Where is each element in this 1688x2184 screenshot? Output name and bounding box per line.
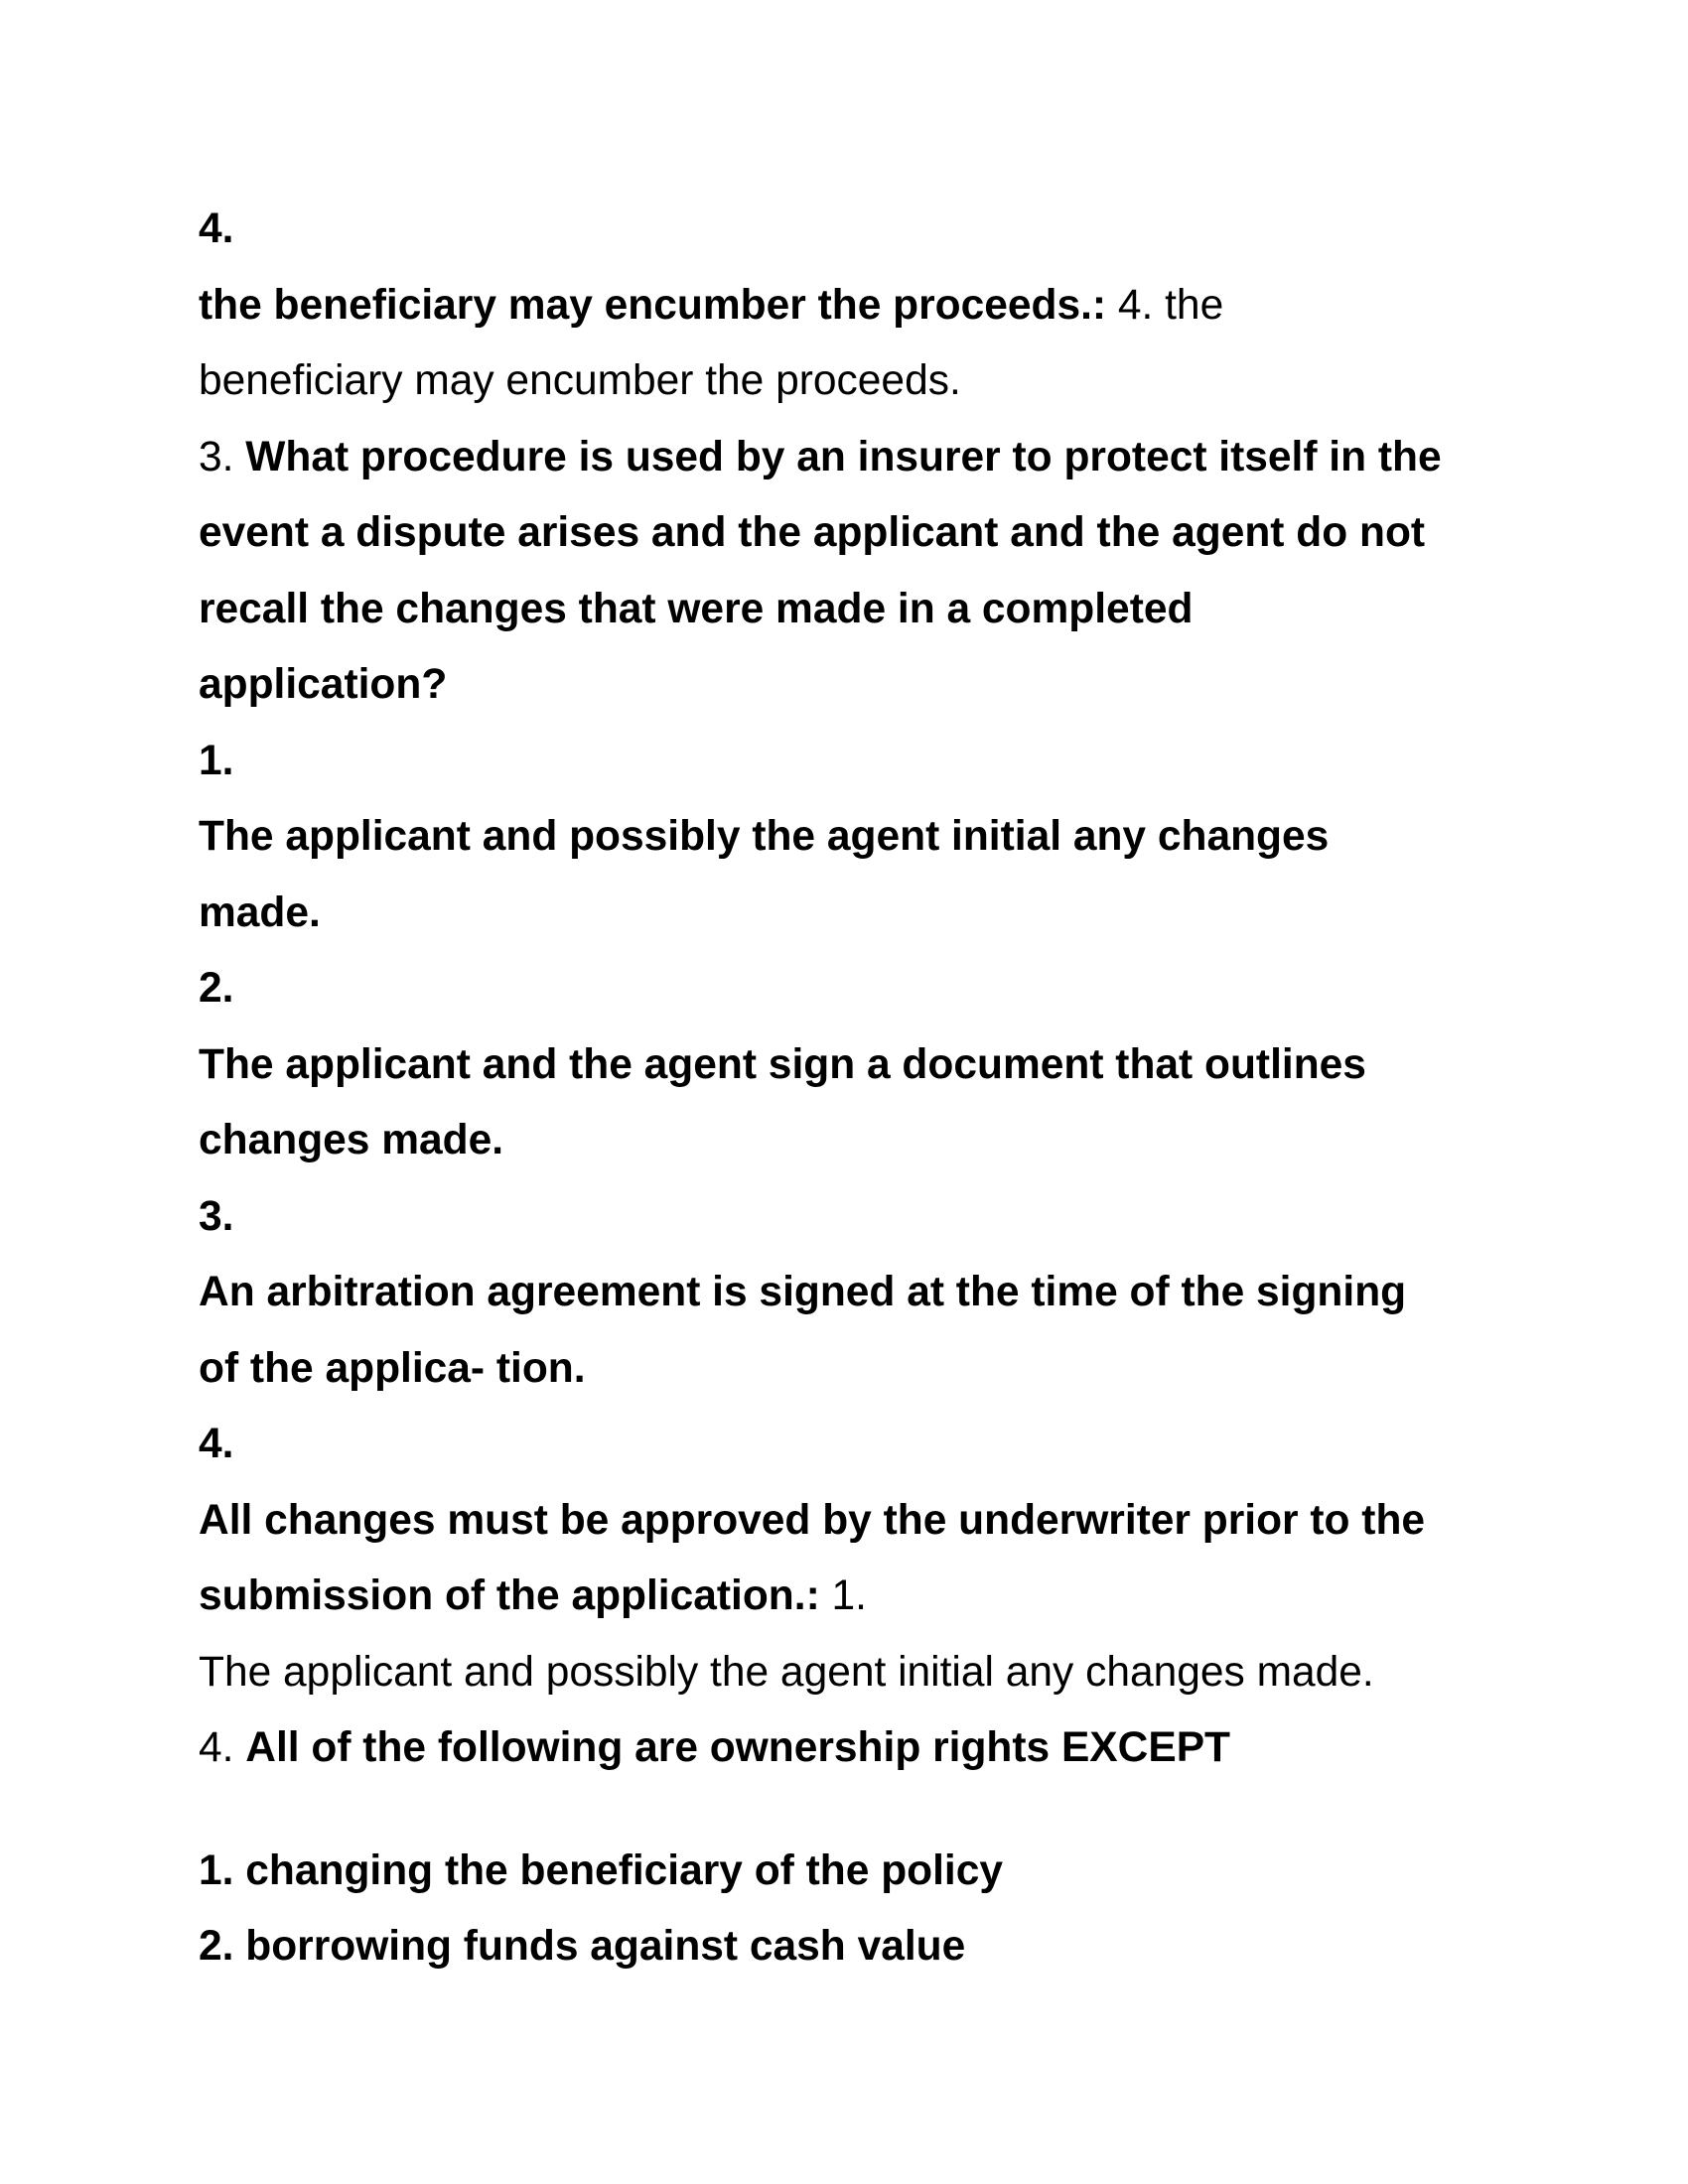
- question-text: event a dispute arises and the applicant and the agent do not: [199, 509, 1426, 556]
- question-text: recall the changes that were made in a completed: [199, 585, 1194, 632]
- option-text: The applicant and possibly the agent initial any changes: [199, 813, 1330, 860]
- option-number: 4.: [199, 1421, 234, 1467]
- question-heading: [199, 1710, 1489, 1787]
- answer-text: beneficiary may encumber the proceeds.: [199, 357, 961, 404]
- option-number: 2.: [199, 965, 234, 1012]
- option-text: made.: [199, 888, 321, 936]
- option-line: 2. borrowing funds against cash value: [199, 1923, 966, 1970]
- question-text: What procedure is used by an insurer to protect itself in the: [245, 433, 1442, 480]
- option-text: of the applica- tion.: [199, 1344, 586, 1392]
- option-number: 1.: [199, 737, 234, 784]
- document-body: [199, 192, 1489, 1985]
- question-heading: [199, 420, 1489, 496]
- option-text: the beneficiary may encumber the proceeds.:: [199, 281, 1107, 329]
- option-text: changes made.: [199, 1117, 504, 1163]
- option-with-answer: [199, 268, 1489, 344]
- option-text: An arbitration agreement is signed at the time of the signing: [199, 1269, 1407, 1315]
- option-text: The applicant and the agent sign a document that outlines: [199, 1040, 1366, 1088]
- question-number: 4.: [199, 1724, 234, 1771]
- spacer: [199, 1787, 1489, 1834]
- answer-text: The applicant and possibly the agent initial any changes made.: [199, 1648, 1374, 1696]
- answer-number: 4. the: [1117, 281, 1224, 329]
- option-number: 3.: [199, 1192, 234, 1240]
- option-text: All changes must be approved by the underwriter prior to the: [199, 1496, 1426, 1544]
- question-number: 3.: [199, 433, 234, 480]
- option-with-answer: [199, 1559, 1489, 1635]
- question-text: application?: [199, 661, 448, 708]
- option-text: submission of the application.:: [199, 1572, 820, 1619]
- answer-number: 1.: [831, 1572, 867, 1619]
- option-line: 1. changing the beneficiary of the policy: [199, 1846, 1004, 1894]
- option-number: 4.: [199, 205, 234, 252]
- question-text: All of the following are ownership rights EXCEPT: [245, 1724, 1231, 1771]
